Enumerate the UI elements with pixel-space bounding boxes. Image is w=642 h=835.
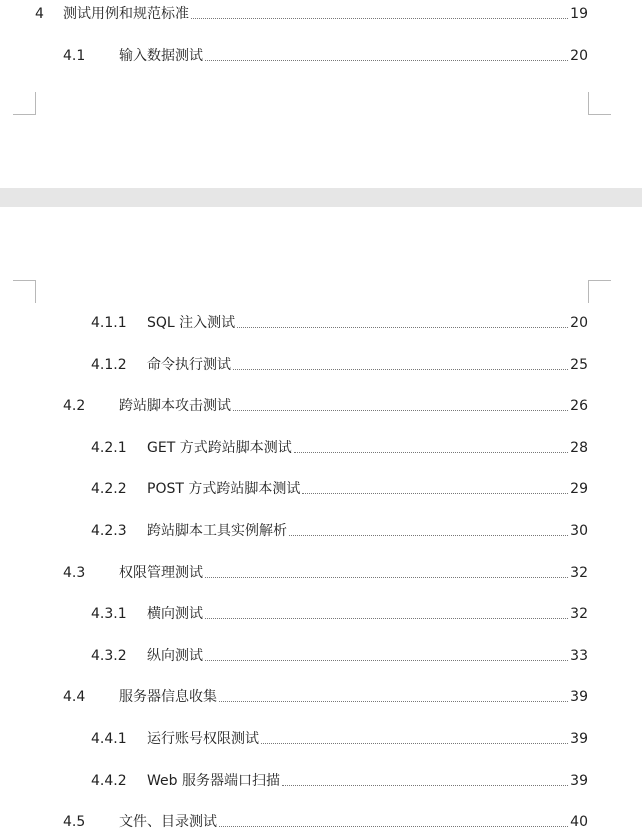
toc-entry-page: 32 (570, 606, 588, 622)
toc-dot-leader (205, 617, 568, 619)
toc-dot-leader (282, 784, 568, 786)
toc-dot-leader (191, 17, 568, 19)
toc-entry-number: 4.1.2 (91, 357, 127, 373)
toc-entry-number: 4.4.2 (91, 773, 127, 789)
toc-entry-4-3[interactable] (63, 563, 588, 583)
toc-entry-number: 4.1 (63, 48, 86, 64)
toc-entry-title: GET 方式跨站脚本测试 (147, 440, 292, 456)
toc-entry-number: 4.2.3 (91, 523, 127, 539)
toc-entry-page: 26 (570, 398, 588, 414)
toc-dot-leader (237, 326, 568, 328)
toc-entry-number: 4.4.1 (91, 731, 127, 747)
margin-corner-top-left-mark (13, 280, 36, 303)
toc-entry-page: 39 (570, 731, 588, 747)
toc-dot-leader (294, 451, 568, 453)
margin-corner-bottom-left-mark (13, 92, 36, 115)
page-gap-separator (0, 188, 642, 207)
toc-entry-page: 20 (570, 315, 588, 331)
toc-dot-leader (205, 576, 568, 578)
toc-entry-4-2-2[interactable] (91, 479, 588, 499)
toc-dot-leader (205, 659, 568, 661)
toc-dot-leader (289, 534, 568, 536)
toc-dot-leader (233, 409, 568, 411)
toc-entry-4-2-1[interactable] (91, 438, 588, 458)
toc-dot-leader (219, 825, 568, 827)
toc-entry-number: 4.3 (63, 565, 86, 581)
margin-corner-top-right-mark (588, 280, 611, 303)
toc-dot-leader (233, 368, 568, 370)
toc-entry-4-4-1[interactable] (91, 729, 588, 749)
toc-entry-title: 横向测试 (147, 606, 203, 622)
toc-dot-leader (302, 492, 568, 494)
toc-entry-page: 30 (570, 523, 588, 539)
toc-dot-leader (261, 742, 568, 744)
toc-entry-4[interactable] (35, 4, 588, 24)
toc-entry-number: 4.2.1 (91, 440, 127, 456)
toc-entry-number: 4.1.1 (91, 315, 127, 331)
toc-entry-title: 测试用例和规范标准 (63, 6, 189, 22)
document-page-1 (0, 0, 642, 188)
toc-entry-number: 4.2.2 (91, 481, 127, 497)
toc-entry-page: 20 (570, 48, 588, 64)
toc-entry-title: 服务器信息收集 (119, 689, 217, 705)
toc-entry-title: 权限管理测试 (119, 565, 203, 581)
toc-entry-4-2[interactable] (63, 396, 588, 416)
toc-entry-page: 32 (570, 565, 588, 581)
toc-entry-title: 文件、目录测试 (119, 814, 217, 830)
toc-entry-page: 40 (570, 814, 588, 830)
toc-entry-title: 纵向测试 (147, 648, 203, 664)
toc-entry-number: 4.5 (63, 814, 86, 830)
toc-entry-4-1[interactable] (63, 46, 588, 66)
toc-entry-title: 跨站脚本攻击测试 (119, 398, 231, 414)
toc-entry-4-2-3[interactable] (91, 521, 588, 541)
document-page-2 (0, 207, 642, 835)
toc-entry-number: 4.3.1 (91, 606, 127, 622)
toc-entry-page: 28 (570, 440, 588, 456)
toc-entry-title: POST 方式跨站脚本测试 (147, 481, 301, 497)
toc-entry-page: 33 (570, 648, 588, 664)
toc-entry-title: Web 服务器端口扫描 (147, 773, 280, 789)
toc-entry-page: 19 (570, 6, 588, 22)
toc-entry-page: 39 (570, 773, 588, 789)
toc-entry-4-4[interactable] (63, 687, 588, 707)
toc-entry-page: 29 (570, 481, 588, 497)
toc-entry-number: 4.3.2 (91, 648, 127, 664)
toc-entry-number: 4.4 (63, 689, 86, 705)
toc-dot-leader (205, 59, 568, 61)
toc-entry-number: 4.2 (63, 398, 86, 414)
toc-entry-4-1-2[interactable] (91, 355, 588, 375)
toc-entry-4-3-1[interactable] (91, 604, 588, 624)
toc-entry-4-5[interactable] (63, 812, 588, 832)
toc-entry-title: 命令执行测试 (147, 357, 231, 373)
toc-entry-page: 39 (570, 689, 588, 705)
margin-corner-bottom-right-mark (588, 92, 611, 115)
toc-entry-title: SQL 注入测试 (147, 315, 236, 331)
toc-entry-title: 运行账号权限测试 (147, 731, 259, 747)
toc-entry-4-4-2[interactable] (91, 771, 588, 791)
toc-entry-page: 25 (570, 357, 588, 373)
toc-entry-title: 跨站脚本工具实例解析 (147, 523, 287, 539)
toc-entry-4-3-2[interactable] (91, 646, 588, 666)
toc-entry-number: 4 (35, 6, 44, 22)
toc-dot-leader (219, 700, 568, 702)
toc-entry-title: 输入数据测试 (119, 48, 203, 64)
toc-entry-4-1-1[interactable] (91, 313, 588, 333)
